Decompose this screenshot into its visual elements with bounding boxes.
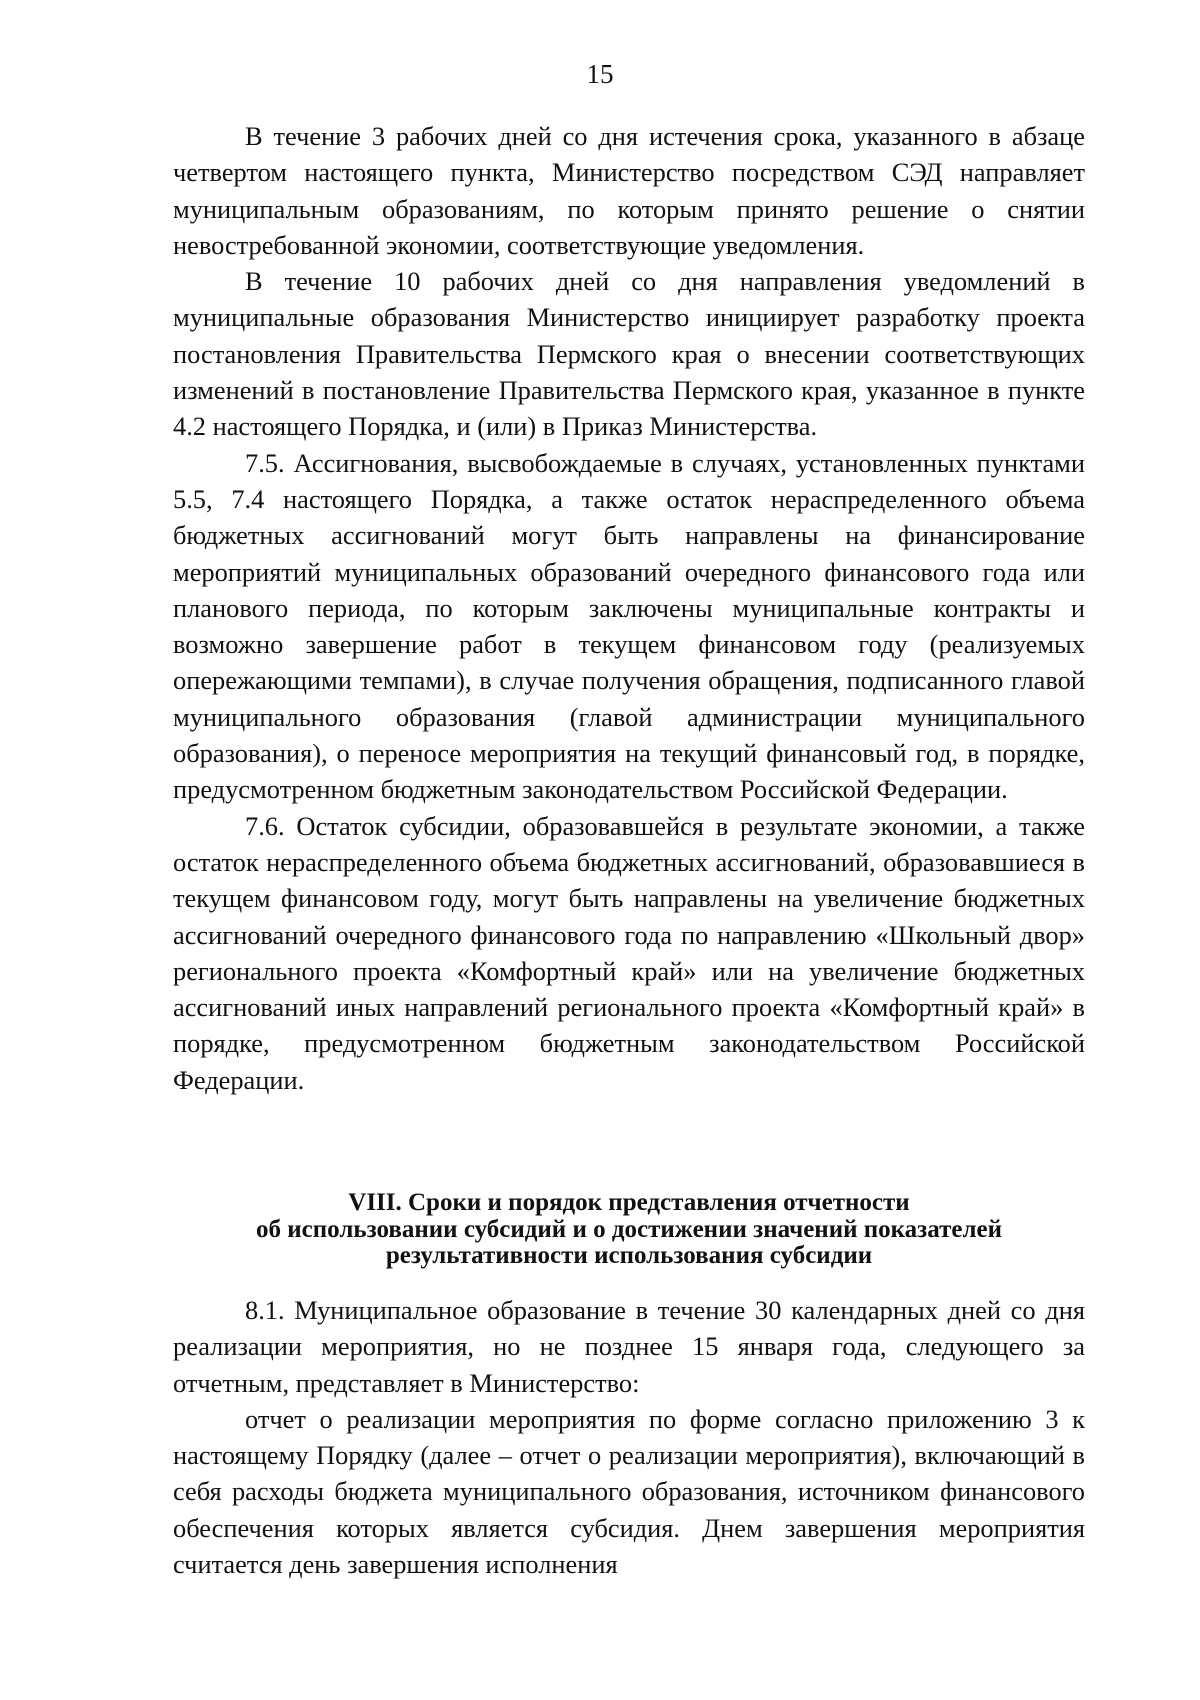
paragraph-7-5: 7.5. Ассигнования, высвобождаемые в случаях, установленных пунктами 5.5, 7.4 настоящего Порядка, а также остаток нераспределенного объема бюджетных ассигнований могут быть направлены на финансирование мероприятий муниципальных образований очередного финансового года или планового периода, по которым заключены муниципальные контракты и возможно завершение работ в текущем финансовом году (реализуемых опережающими темпами), в случае получения обращения, подписанного главой муниципального образования (главой администрации муниципального образования), о переносе мероприятия на текущий финансовый год, в порядке, предусмотренном бюджетным законодательством Российской Федерации. xyxy=(173,447,1085,805)
section-heading-line-2: об использовании субсидий и о достижении значений показателей xyxy=(256,1215,1002,1243)
section-heading-viii xyxy=(173,1190,1085,1270)
paragraph-notifications-sed: В течение 3 рабочих дней со дня истечения срока, указанного в абзаце четвертом настоящего пункта, Министерство посредством СЭД направляет муниципальным образованиям, по которым принято решение о снятии невостребованной экономии, соответствующие уведомления. xyxy=(173,121,1085,260)
paragraph-report-form: отчет о реализации мероприятия по форме согласно приложению 3 к настоящему Порядку (далее – отчет о реализации мероприятия), включающий в себя расходы бюджета муниципального образования, источником финансового обеспечения которых является субсидия. Днем завершения мероприятия считается день завершения исполнения xyxy=(173,1403,1085,1580)
paragraph-7-6: 7.6. Остаток субсидии, образовавшейся в результате экономии, а также остаток нераспределенного объема бюджетных ассигнований, образовавшиеся в текущем финансовом году, могут быть направлены на увеличение бюджетных ассигнований очередного финансового года по направлению «Школьный двор» регионального проекта «Комфортный край» или на увеличение бюджетных ассигнований иных направлений регионального проекта «Комфортный край» в порядке, предусмотренном бюджетным законодательством Российской Федерации. xyxy=(173,810,1085,1095)
section-heading-line-1: VIII. Сроки и порядок представления отчетности xyxy=(348,1189,910,1216)
paragraph-8-1: 8.1. Муниципальное образование в течение 30 календарных дней со дня реализации мероприятия, но не позднее 15 января года, следующего за отчетным, представляет в Министерство: xyxy=(173,1295,1085,1398)
page-number: 15 xyxy=(586,59,614,89)
body-text-top xyxy=(173,118,1085,1098)
section-heading-line-3: результативности использования субсидии xyxy=(385,1242,873,1269)
paragraph-draft-resolution: В течение 10 рабочих дней со дня направления уведомлений в муниципальные образования Министерство инициирует разработку проекта постановления Правительства Пермского края о внесении соответствующих изменений в постановление Правительства Пермского края, указанное в пункте 4.2 настоящего Порядка, и (или) в Приказ Министерства. xyxy=(173,266,1085,442)
body-text-bottom xyxy=(173,1292,1085,1582)
